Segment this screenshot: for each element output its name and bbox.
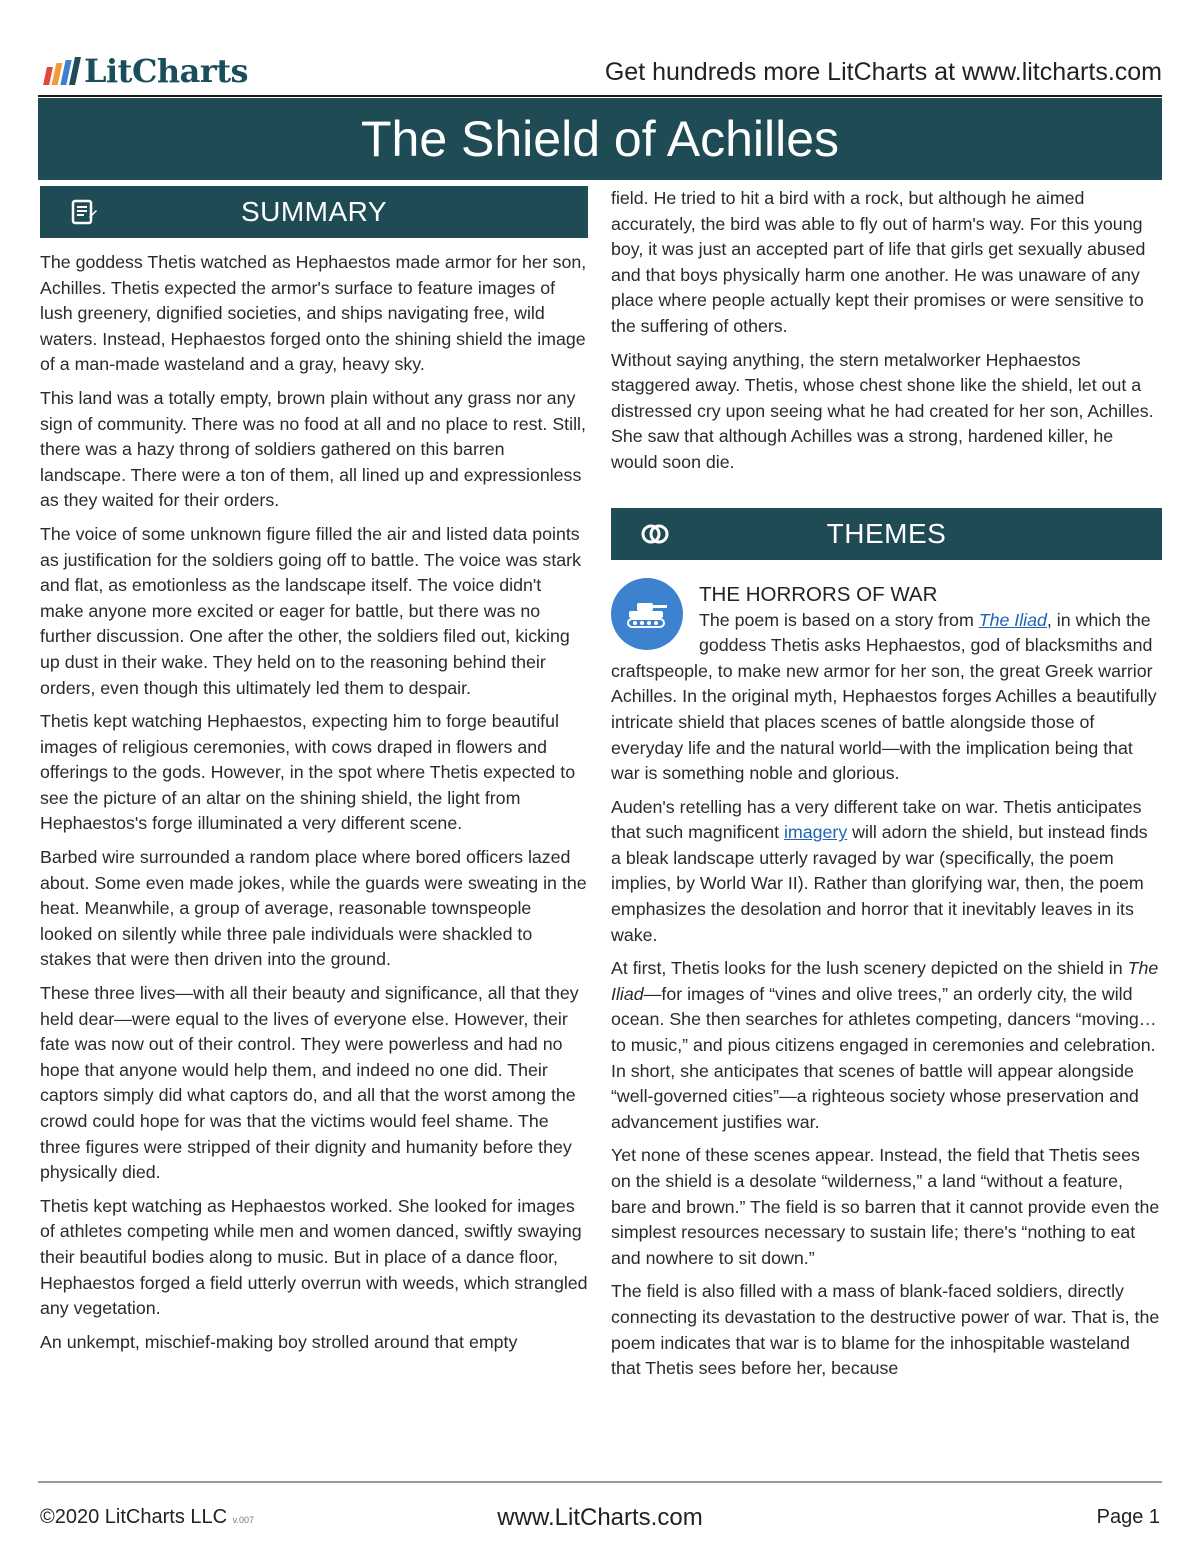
imagery-link[interactable]: imagery	[783, 822, 848, 843]
logo-text: LitCharts	[84, 52, 249, 90]
promo-text: Get hundreds more LitCharts at www.litcharts.com	[604, 58, 1162, 86]
theme-text: , in which the goddess Thetis asks Hephaestos, god of blacksmiths and craftspeople, to make new armor for her son, the great Greek warrior Achilles. In the original myth, Hephaestos forges Achilles a beautifully intricate shield that places scenes of battle alongside those of everyday life and the natural world—with the implication being that war is something noble and glorious.	[611, 609, 1157, 784]
page-number: Page 1	[1096, 1506, 1160, 1528]
summary-paragraph: Thetis kept watching Hephaestos, expecting him to forge beautiful images of religious ceremonies, with cows draped in flowers and offerings to the gods. However, in the spot where Thetis expected to see the picture of an altar on the shining shield, the light from Hephaestos's forge illuminated a very different scene.	[40, 711, 576, 834]
theme-paragraph: The field is also filled with a mass of blank-faced soldiers, directly connecting its devastation to the destructive power of war. That is, the poem indicates that war is to blame for the inhospitable wasteland that Thetis sees before her, because	[611, 1281, 1160, 1379]
document-icon	[70, 199, 98, 225]
left-column	[40, 186, 588, 1363]
summary-paragraph: An unkempt, mischief-making boy strolled around that empty	[40, 1331, 518, 1352]
theme-paragraph: Yet none of these scenes appear. Instead, the field that Thetis sees on the shield is a desolate “wilderness,” a land “without a feature, bare and brown.” The field is so barren that it cannot provide even the simplest resources necessary to sustain life; there's “nothing to eat and nowhere to sit down.”	[611, 1145, 1160, 1268]
copyright-text: ©2020 LitCharts LLC	[40, 1506, 228, 1528]
version-label: v.007	[232, 1515, 254, 1525]
page-footer	[40, 1500, 1160, 1540]
theme-circles-icon	[641, 521, 669, 547]
theme-paragraph	[611, 795, 1162, 949]
site-link[interactable]: www.LitCharts.com	[497, 1504, 703, 1531]
theme-title: THE HORRORS OF WAR	[699, 582, 938, 606]
theme-block	[611, 576, 1162, 787]
theme-paragraph	[611, 608, 1162, 787]
right-column	[611, 186, 1162, 1390]
theme-text: —for images of “vines and olive trees,” an orderly city, the wild ocean. She then searches for athletes competing, dancers “moving… to music,” and pious citizens engaged in ceremonies and celebration. In short, she anticipates that scenes of battle will appear alongside “well-governed cities”—a righteous society whose preservation and advancement justifies war.	[611, 983, 1157, 1132]
themes-heading: THEMES	[826, 517, 947, 549]
summary-paragraph: Barbed wire surrounded a random place where bored officers lazed about. Some even made jokes, while the guards were sweating in the heat. Meanwhile, a group of average, reasonable townspeople looked on silently while three pale individuals were shackled to stakes that were then driven into the ground.	[40, 847, 587, 970]
page-title: The Shield of Achilles	[38, 98, 1162, 180]
theme-text: At first, Thetis looks for the lush scenery depicted on the shield in	[611, 958, 1128, 979]
header-divider	[38, 95, 1162, 97]
theme-text: will adorn the shield, but instead finds a bleak landscape utterly ravaged by war (specifically, the poem implies, by World War II). Rather than glorifying war, then, the poem emphasizes the desolation and horror that it inevitably leaves in its wake.	[611, 822, 1148, 945]
summary-paragraph: The goddess Thetis watched as Hephaestos made armor for her son, Achilles. Thetis expected the armor's surface to feature images of lush greenery, dignified societies, and ships navigating free, wild waters. Instead, Hephaestos forged onto the shining shield the image of a man-made wasteland and a gray, heavy sky.	[40, 252, 587, 375]
footer-divider	[38, 1481, 1162, 1483]
summary-header	[40, 186, 588, 238]
tank-icon	[611, 578, 683, 650]
themes-header	[611, 508, 1162, 560]
summary-paragraph-continued: field. He tried to hit a bird with a rock, but although he aimed accurately, the bird was able to fly out of harm's way. For this young boy, it was just an accepted part of life that girls get sexually abused and that boys physically harm one another. He was unaware of any place where people actually kept their promises or were sensitive to the suffering of others.	[611, 188, 1146, 336]
iliad-link[interactable]: The Iliad	[978, 609, 1047, 630]
summary-paragraph: The voice of some unknown figure filled the air and listed data points as justification for the soldiers going off to battle. The voice was stark and flat, as emotionless as the landscape itself. The voice didn't make anyone more excited or eager for battle, but there was no further discussion. One after the other, the soldiers filed out, kicking up dust in their wake. They held on to the reasoning behind their orders, even though this ultimately led them to despair.	[40, 523, 581, 698]
summary-paragraph-continued: Without saying anything, the stern metalworker Hephaestos staggered away. Thetis, whose chest shone like the shield, let out a distressed cry upon seeing what he had created for her son, Achilles. She saw that although Achilles was a strong, hardened killer, he would soon die.	[611, 349, 1154, 472]
page-header	[40, 48, 1162, 94]
summary-paragraph: These three lives—with all their beauty and significance, all that they held dear—were equal to the lives of everyone else. However, their fate was now out of their control. They were powerless and had no hope that anyone would help them, and indeed no one did. Their captors simply did what captors do, and all that the worst among the crowd could hope for was that the victims would feel shame. The three figures were stripped of their dignity and humanity before they physically died.	[40, 983, 579, 1183]
summary-paragraph: This land was a totally empty, brown plain without any grass nor any sign of community. There was no food at all and no place to rest. Still, there was a hazy throng of soldiers gathered on this barren landscape. There were a ton of them, all lined up and expressionless as they waited for their orders.	[40, 387, 586, 511]
iliad-title: The Iliad	[611, 958, 1159, 1004]
logo-bars-icon	[45, 57, 78, 85]
theme-text: Auden's retelling has a very different take on war. Thetis anticipates that such magnificent	[611, 796, 1142, 843]
summary-heading: SUMMARY	[240, 196, 388, 227]
theme-paragraph	[611, 956, 1162, 1135]
litcharts-logo[interactable]	[45, 52, 248, 90]
summary-paragraph: Thetis kept watching as Hephaestos worked. She looked for images of athletes competing while men and women danced, swiftly swaying their beautiful bodies along to music. But in place of a dance floor, Hephaestos forged a field utterly overrun with weeds, which strangled any vegetation.	[40, 1195, 588, 1319]
theme-text: The poem is based on a story from	[699, 609, 979, 630]
